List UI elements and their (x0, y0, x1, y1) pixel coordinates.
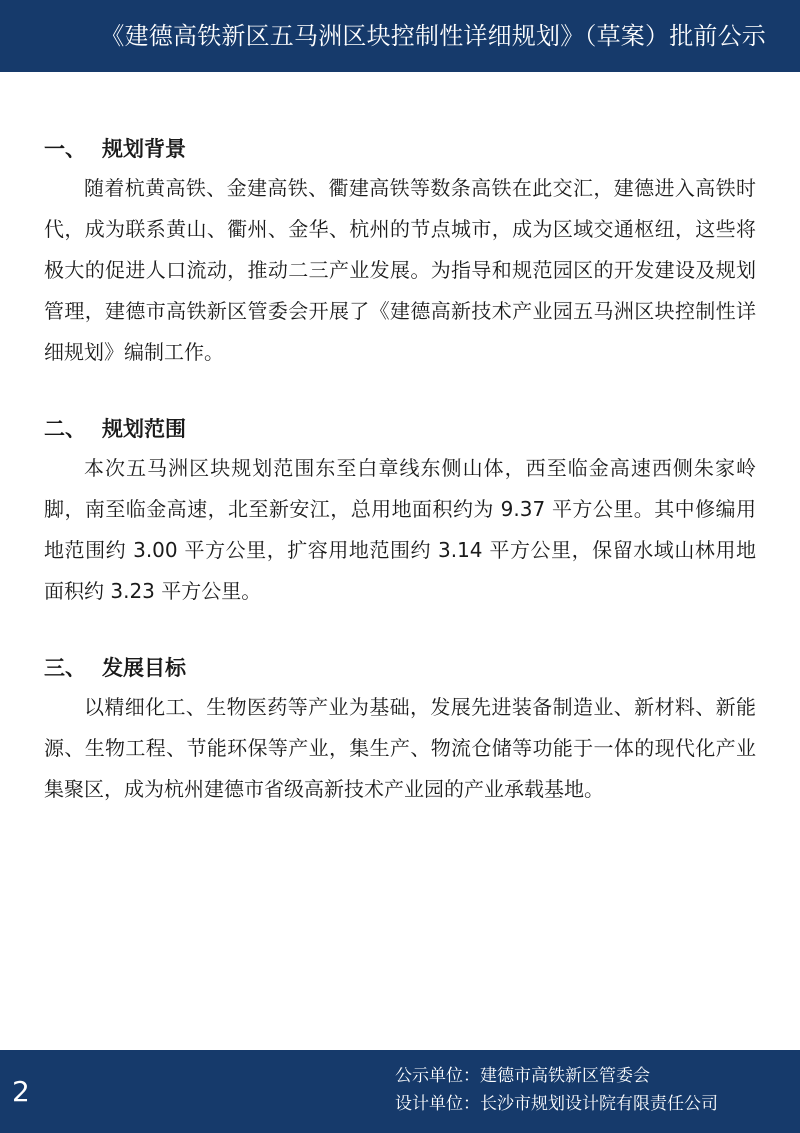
section-title: 规划背景 (102, 137, 186, 161)
section-planning-background (44, 130, 756, 373)
document-title: 《建德高铁新区五马洲区块控制性详细规划》（草案）批前公示 (100, 22, 766, 50)
page-number: 2 (12, 1075, 30, 1108)
section-title: 规划范围 (102, 417, 186, 441)
section-number: 一、 (44, 137, 86, 161)
section-title: 发展目标 (102, 656, 186, 680)
section-development-goals (44, 649, 756, 810)
section-number: 二、 (44, 417, 86, 441)
section-heading (44, 130, 756, 168)
designer-line: 设计单位：长沙市规划设计院有限责任公司 (395, 1094, 718, 1114)
header-banner (0, 0, 800, 72)
section-paragraph: 随着杭黄高铁、金建高铁、衢建高铁等数条高铁在此交汇，建德进入高铁时代，成为联系黄山、衢州、金华、杭州的节点城市，成为区域交通枢纽，这些将极大的促进人口流动，推动二三产业发展。为指导和规范园区的开发建设及规划管理，建德市高铁新区管委会开展了《建德高新技术产业园五马洲区块控制性详细规划》编制工作。 (44, 176, 756, 364)
section-heading (44, 410, 756, 448)
footer-info (395, 1062, 718, 1118)
section-paragraph: 以精细化工、生物医药等产业为基础，发展先进装备制造业、新材料、新能源、生物工程、节能环保等产业，集生产、物流仓储等功能于一体的现代化产业集聚区，成为杭州建德市省级高新技术产业园的产业承载基地。 (44, 695, 756, 801)
document-content (44, 130, 756, 847)
section-paragraph: 本次五马洲区块规划范围东至白章线东侧山体，西至临金高速西侧朱家岭脚，南至临金高速，北至新安江，总用地面积约为 9.37 平方公里。其中修编用地范围约 3.00 平方公里，扩容用地范围约 3.14 平方公里，保留水域山林用地面积约 3.23 平方公里。 (44, 456, 756, 603)
section-planning-scope (44, 410, 756, 612)
section-number: 三、 (44, 656, 86, 680)
publisher-line: 公示单位：建德市高铁新区管委会 (395, 1066, 650, 1086)
footer-banner (0, 1050, 800, 1133)
section-heading (44, 649, 756, 687)
